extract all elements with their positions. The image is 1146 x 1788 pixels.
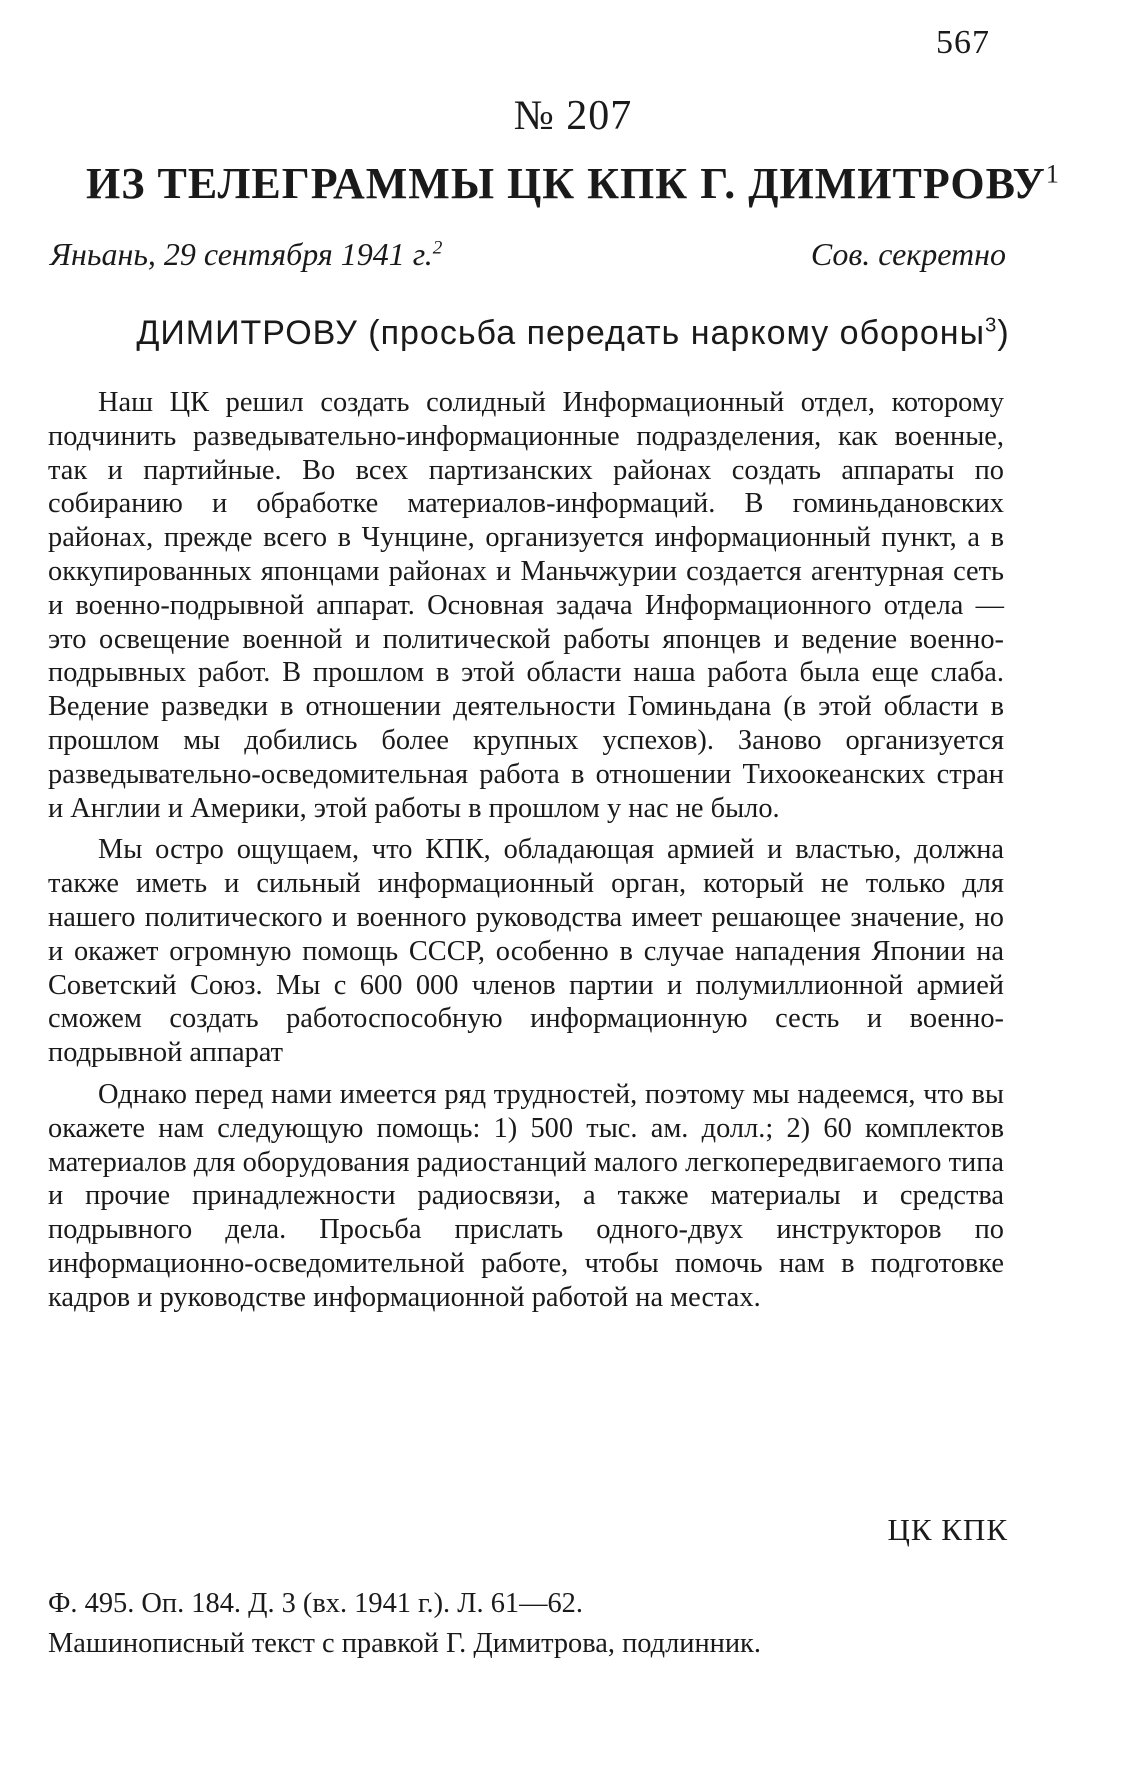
telegram-body [48,386,1004,1323]
archive-note: Машинописный текст с правкой Г. Димитрова, подлинник. [48,1628,761,1659]
addressee-footnote-marker: 3 [985,314,998,337]
addressee-line [0,314,1146,353]
title-footnote-marker: 1 [1045,158,1060,189]
place-date-footnote-marker: 2 [432,237,443,259]
body-paragraph: Наш ЦК решил создать солидный Информационный отдел, которому подчинить разведывательно-информационные подразделения, как военные, так и партийные. Во всех партизанских районах создать аппараты по собиранию и обработке материалов-информаций. В гоминьдановских районах, прежде всего в Чунцине, организуется информационный пункт, а в оккупированных японцами районах и Маньчжурии создается агентурная сеть и военно-подрывной аппарат. Основная задача Информационного отдела — это освещение военной и политической работы японцев и ведение военно-подрывных работ. В прошлом в этой области наша работа была еще слаба. Ведение разведки в отношении деятельности Гоминьдана (в этой области в прошлом мы добились более крупных успехов). Заново организуется разведывательно-осведомительная работа в отношении Тихоокеанских стран и Англии и Америки, этой работы в прошлом у нас не было. [48,387,1004,824]
signature: ЦК КПК [887,1512,1008,1547]
addressee-text: ДИМИТРОВУ (просьба передать наркому обороны [136,314,986,352]
document-meta [50,236,1006,273]
place-date [50,236,442,273]
classification-label: Сов. секретно [810,236,1006,272]
body-paragraph: Мы остро ощущаем, что КПК, обладающая армией и властью, должна также иметь и сильный информационный орган, который не только для нашего политического и военного руководства имеет решающее значение, но и окажет огромную помощь СССР, особенно в случае нападения Японии на Советский Союз. Мы с 600 000 членов партии и полумиллионной армией сможем создать работоспособную информационную сесть и военно-подрывной аппарат [48,834,1004,1069]
document-title [0,158,1146,209]
archive-reference-block [48,1584,761,1664]
page-number: 567 [936,24,990,61]
document-number: № 207 [513,93,633,139]
archive-reference: Ф. 495. Оп. 184. Д. 3 (вх. 1941 г.). Л. 61—62. [48,1588,583,1619]
document-title-text: ИЗ ТЕЛЕГРАММЫ ЦК КПК Г. ДИМИТРОВУ [86,159,1046,208]
addressee-closing: ) [997,314,1010,352]
body-paragraph: Однако перед нами имеется ряд трудностей, поэтому мы надеемся, что вы окажете нам следующую помощь: 1) 500 тыс. ам. долл.; 2) 60 комплектов материалов для оборудования радиостанций малого легкопередвигаемого типа и прочие принадлежности радиосвязи, а также материалы и средства подрывного дела. Просьба прислать одного-двух инструкторов по информационно-осведомительной работе, чтобы помочь нам в подготовке кадров и руководстве информационной работой на местах. [48,1078,1004,1313]
place-date-text: Яньань, 29 сентября 1941 г. [50,236,433,272]
